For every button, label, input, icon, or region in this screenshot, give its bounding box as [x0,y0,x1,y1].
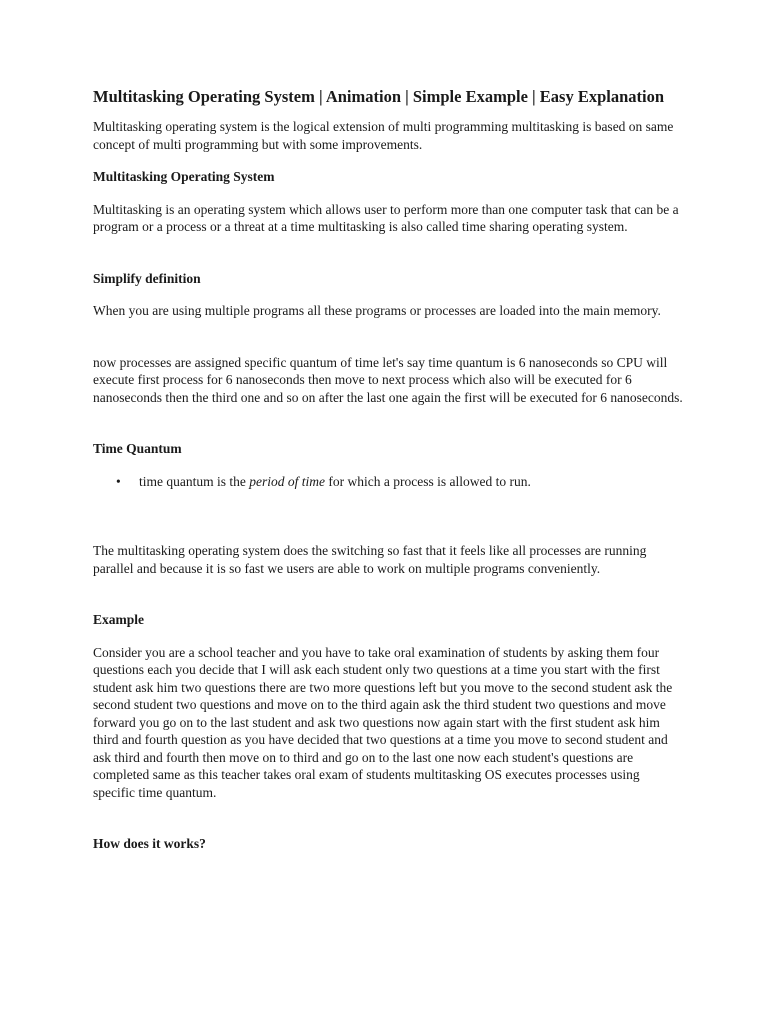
document-title: Multitasking Operating System | Animation | Simple Example | Easy Explanation [93,87,665,106]
section-heading-how-it-works: How does it works? [93,836,206,851]
list-item [93,473,683,491]
intro-paragraph: Multitasking operating system is the logical extension of multi programming multitasking is based on same concept of multi programming but with some improvements. [93,119,674,152]
section-heading-simplify: Simplify definition [93,270,201,286]
section-heading-time-quantum: Time Quantum [93,441,182,456]
bullet-text-emphasis: period of time [249,473,325,489]
time-quantum-list [93,473,683,491]
bullet-text-suffix: for which a process is allowed to run. [325,473,531,489]
bullet-text-prefix: time quantum is the [139,473,250,489]
section-heading-example: Example [93,612,145,627]
section-body-example: Consider you are a school teacher and you have to take oral examination of students by asking them four questions each you decide that I will ask each student only two questions at a time you start with the first student ask him two questions there are two more questions left but you move to the second student ask the second student two questions and move on to the third again ask the third student two questions and move forward you go on to the last student and ask two questions now again start with the first student ask him third and fourth question as you have decided that two questions at a time you move to second student and ask third and fourth then move on to third and go on to the last one now each student's questions are completed same as this teacher takes oral exam of students multitasking OS executes processes using specific time quantum. [93,644,673,800]
bullet-icon: • [116,473,121,489]
document-page [93,86,683,853]
section-body-switching: The multitasking operating system does the switching so fast that it feels like all processes are running parallel and because it is so fast we users are able to work on multiple programs conveniently. [93,543,647,576]
section-body-simplify-1: When you are using multiple programs all these programs or processes are loaded into the main memory. [93,303,661,318]
section-body-simplify-2: now processes are assigned specific quantum of time let's say time quantum is 6 nanoseconds so CPU will execute first process for 6 nanoseconds then move to next process which also will be executed for 6 nanoseconds then the third one and so on after the last one again the first will be executed for 6 nanoseconds. [93,354,683,405]
section-heading-multitasking: Multitasking Operating System [93,169,275,184]
section-body-multitasking: Multitasking is an operating system which allows user to perform more than one computer task that can be a program or a process or a threat at a time multitasking is also called time sharing operating system. [93,201,679,234]
